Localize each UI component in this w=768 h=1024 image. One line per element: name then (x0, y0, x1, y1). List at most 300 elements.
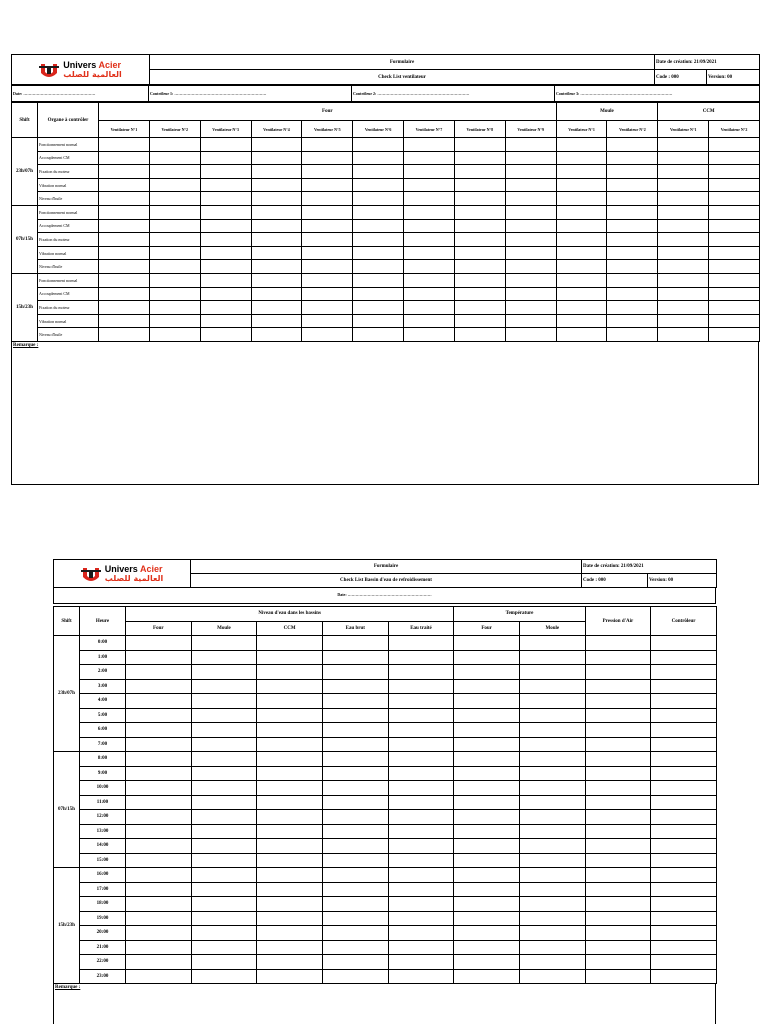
entry-cell[interactable] (322, 694, 388, 709)
check-cell[interactable] (709, 138, 760, 152)
check-cell[interactable] (404, 260, 455, 274)
entry-cell[interactable] (388, 781, 454, 796)
check-cell[interactable] (149, 178, 200, 192)
entry-cell[interactable] (519, 723, 585, 738)
check-cell[interactable] (709, 178, 760, 192)
entry-cell[interactable] (191, 897, 257, 912)
check-cell[interactable] (99, 273, 150, 287)
check-cell[interactable] (99, 192, 150, 206)
check-cell[interactable] (709, 273, 760, 287)
check-cell[interactable] (658, 301, 709, 315)
check-cell[interactable] (353, 314, 404, 328)
check-cell[interactable] (251, 301, 302, 315)
check-cell[interactable] (454, 151, 505, 165)
entry-cell[interactable] (126, 955, 192, 970)
entry-cell[interactable] (651, 723, 717, 738)
check-cell[interactable] (505, 273, 556, 287)
entry-cell[interactable] (454, 781, 520, 796)
entry-cell[interactable] (519, 766, 585, 781)
entry-cell[interactable] (454, 679, 520, 694)
check-cell[interactable] (302, 260, 353, 274)
check-cell[interactable] (200, 165, 251, 179)
entry-cell[interactable] (519, 940, 585, 955)
entry-cell[interactable] (585, 897, 651, 912)
check-cell[interactable] (99, 219, 150, 233)
check-cell[interactable] (658, 273, 709, 287)
check-cell[interactable] (607, 178, 658, 192)
entry-cell[interactable] (257, 853, 323, 868)
check-cell[interactable] (607, 301, 658, 315)
entry-cell[interactable] (519, 795, 585, 810)
entry-cell[interactable] (519, 636, 585, 651)
check-cell[interactable] (556, 246, 607, 260)
check-cell[interactable] (607, 219, 658, 233)
entry-cell[interactable] (322, 679, 388, 694)
entry-cell[interactable] (454, 766, 520, 781)
check-cell[interactable] (556, 205, 607, 219)
entry-cell[interactable] (388, 810, 454, 825)
entry-cell[interactable] (651, 665, 717, 680)
entry-cell[interactable] (191, 665, 257, 680)
check-cell[interactable] (302, 287, 353, 301)
check-cell[interactable] (251, 151, 302, 165)
entry-cell[interactable] (257, 665, 323, 680)
entry-cell[interactable] (257, 882, 323, 897)
check-cell[interactable] (505, 287, 556, 301)
entry-cell[interactable] (519, 897, 585, 912)
check-cell[interactable] (302, 178, 353, 192)
entry-cell[interactable] (651, 940, 717, 955)
check-cell[interactable] (505, 260, 556, 274)
check-cell[interactable] (454, 246, 505, 260)
entry-cell[interactable] (191, 766, 257, 781)
entry-cell[interactable] (126, 882, 192, 897)
entry-cell[interactable] (519, 868, 585, 883)
entry-cell[interactable] (257, 636, 323, 651)
entry-cell[interactable] (454, 911, 520, 926)
check-cell[interactable] (454, 328, 505, 342)
check-cell[interactable] (607, 287, 658, 301)
entry-cell[interactable] (257, 926, 323, 941)
entry-cell[interactable] (257, 940, 323, 955)
entry-cell[interactable] (651, 781, 717, 796)
check-cell[interactable] (556, 233, 607, 247)
check-cell[interactable] (200, 138, 251, 152)
entry-cell[interactable] (585, 708, 651, 723)
entry-cell[interactable] (191, 955, 257, 970)
entry-cell[interactable] (126, 665, 192, 680)
entry-cell[interactable] (519, 781, 585, 796)
entry-cell[interactable] (454, 853, 520, 868)
entry-cell[interactable] (126, 810, 192, 825)
entry-cell[interactable] (454, 882, 520, 897)
entry-cell[interactable] (454, 752, 520, 767)
entry-cell[interactable] (257, 737, 323, 752)
entry-cell[interactable] (519, 650, 585, 665)
check-cell[interactable] (99, 314, 150, 328)
check-cell[interactable] (404, 151, 455, 165)
check-cell[interactable] (454, 205, 505, 219)
entry-cell[interactable] (191, 940, 257, 955)
check-cell[interactable] (658, 260, 709, 274)
check-cell[interactable] (251, 246, 302, 260)
check-cell[interactable] (302, 233, 353, 247)
entry-cell[interactable] (191, 650, 257, 665)
entry-cell[interactable] (519, 839, 585, 854)
entry-cell[interactable] (322, 636, 388, 651)
entry-cell[interactable] (519, 853, 585, 868)
entry-cell[interactable] (519, 882, 585, 897)
check-cell[interactable] (505, 219, 556, 233)
form1-date-field[interactable]: Date: ……………………………………………… (12, 86, 149, 102)
entry-cell[interactable] (454, 926, 520, 941)
check-cell[interactable] (200, 192, 251, 206)
entry-cell[interactable] (519, 752, 585, 767)
check-cell[interactable] (658, 192, 709, 206)
check-cell[interactable] (200, 301, 251, 315)
entry-cell[interactable] (191, 781, 257, 796)
entry-cell[interactable] (651, 853, 717, 868)
entry-cell[interactable] (388, 882, 454, 897)
entry-cell[interactable] (257, 679, 323, 694)
check-cell[interactable] (353, 205, 404, 219)
entry-cell[interactable] (388, 723, 454, 738)
check-cell[interactable] (251, 328, 302, 342)
entry-cell[interactable] (585, 926, 651, 941)
entry-cell[interactable] (585, 752, 651, 767)
check-cell[interactable] (200, 246, 251, 260)
entry-cell[interactable] (519, 911, 585, 926)
check-cell[interactable] (658, 178, 709, 192)
check-cell[interactable] (302, 314, 353, 328)
entry-cell[interactable] (585, 679, 651, 694)
check-cell[interactable] (99, 165, 150, 179)
check-cell[interactable] (709, 233, 760, 247)
entry-cell[interactable] (585, 911, 651, 926)
entry-cell[interactable] (519, 679, 585, 694)
entry-cell[interactable] (519, 737, 585, 752)
entry-cell[interactable] (388, 752, 454, 767)
check-cell[interactable] (658, 138, 709, 152)
entry-cell[interactable] (191, 911, 257, 926)
check-cell[interactable] (251, 205, 302, 219)
check-cell[interactable] (454, 260, 505, 274)
check-cell[interactable] (302, 328, 353, 342)
check-cell[interactable] (404, 246, 455, 260)
entry-cell[interactable] (191, 969, 257, 984)
entry-cell[interactable] (126, 839, 192, 854)
entry-cell[interactable] (585, 853, 651, 868)
entry-cell[interactable] (585, 694, 651, 709)
check-cell[interactable] (556, 178, 607, 192)
entry-cell[interactable] (257, 911, 323, 926)
check-cell[interactable] (709, 165, 760, 179)
check-cell[interactable] (607, 260, 658, 274)
check-cell[interactable] (505, 246, 556, 260)
check-cell[interactable] (200, 178, 251, 192)
check-cell[interactable] (505, 138, 556, 152)
check-cell[interactable] (99, 178, 150, 192)
check-cell[interactable] (556, 165, 607, 179)
entry-cell[interactable] (126, 824, 192, 839)
check-cell[interactable] (99, 138, 150, 152)
entry-cell[interactable] (126, 766, 192, 781)
entry-cell[interactable] (585, 795, 651, 810)
entry-cell[interactable] (585, 650, 651, 665)
check-cell[interactable] (404, 165, 455, 179)
entry-cell[interactable] (388, 694, 454, 709)
entry-cell[interactable] (191, 824, 257, 839)
entry-cell[interactable] (126, 723, 192, 738)
entry-cell[interactable] (257, 694, 323, 709)
check-cell[interactable] (200, 314, 251, 328)
check-cell[interactable] (709, 205, 760, 219)
check-cell[interactable] (454, 192, 505, 206)
entry-cell[interactable] (191, 636, 257, 651)
entry-cell[interactable] (651, 795, 717, 810)
entry-cell[interactable] (191, 926, 257, 941)
check-cell[interactable] (353, 178, 404, 192)
entry-cell[interactable] (651, 955, 717, 970)
entry-cell[interactable] (126, 969, 192, 984)
entry-cell[interactable] (257, 766, 323, 781)
check-cell[interactable] (404, 138, 455, 152)
entry-cell[interactable] (585, 940, 651, 955)
check-cell[interactable] (149, 301, 200, 315)
entry-cell[interactable] (126, 853, 192, 868)
check-cell[interactable] (709, 328, 760, 342)
check-cell[interactable] (556, 151, 607, 165)
check-cell[interactable] (607, 233, 658, 247)
entry-cell[interactable] (519, 824, 585, 839)
entry-cell[interactable] (519, 810, 585, 825)
check-cell[interactable] (302, 301, 353, 315)
entry-cell[interactable] (585, 781, 651, 796)
entry-cell[interactable] (257, 868, 323, 883)
entry-cell[interactable] (651, 839, 717, 854)
check-cell[interactable] (353, 246, 404, 260)
entry-cell[interactable] (191, 853, 257, 868)
entry-cell[interactable] (322, 752, 388, 767)
entry-cell[interactable] (322, 824, 388, 839)
entry-cell[interactable] (126, 708, 192, 723)
check-cell[interactable] (454, 314, 505, 328)
check-cell[interactable] (149, 205, 200, 219)
check-cell[interactable] (251, 273, 302, 287)
entry-cell[interactable] (585, 824, 651, 839)
check-cell[interactable] (251, 178, 302, 192)
entry-cell[interactable] (322, 781, 388, 796)
check-cell[interactable] (302, 273, 353, 287)
check-cell[interactable] (149, 260, 200, 274)
entry-cell[interactable] (257, 969, 323, 984)
entry-cell[interactable] (585, 723, 651, 738)
entry-cell[interactable] (322, 737, 388, 752)
entry-cell[interactable] (651, 969, 717, 984)
check-cell[interactable] (709, 246, 760, 260)
check-cell[interactable] (658, 246, 709, 260)
entry-cell[interactable] (126, 911, 192, 926)
entry-cell[interactable] (651, 868, 717, 883)
entry-cell[interactable] (585, 839, 651, 854)
entry-cell[interactable] (388, 926, 454, 941)
entry-cell[interactable] (519, 955, 585, 970)
entry-cell[interactable] (191, 694, 257, 709)
entry-cell[interactable] (191, 679, 257, 694)
entry-cell[interactable] (191, 708, 257, 723)
form1-controleur-1-field[interactable]: Contrôleur 1: …………………………………………………………… (149, 86, 352, 102)
entry-cell[interactable] (322, 708, 388, 723)
check-cell[interactable] (302, 219, 353, 233)
entry-cell[interactable] (388, 636, 454, 651)
entry-cell[interactable] (454, 694, 520, 709)
check-cell[interactable] (505, 151, 556, 165)
check-cell[interactable] (353, 273, 404, 287)
entry-cell[interactable] (585, 737, 651, 752)
entry-cell[interactable] (388, 853, 454, 868)
entry-cell[interactable] (322, 868, 388, 883)
entry-cell[interactable] (126, 940, 192, 955)
check-cell[interactable] (505, 192, 556, 206)
check-cell[interactable] (200, 151, 251, 165)
check-cell[interactable] (302, 165, 353, 179)
entry-cell[interactable] (651, 911, 717, 926)
entry-cell[interactable] (454, 795, 520, 810)
check-cell[interactable] (302, 192, 353, 206)
entry-cell[interactable] (126, 679, 192, 694)
check-cell[interactable] (658, 233, 709, 247)
entry-cell[interactable] (126, 926, 192, 941)
entry-cell[interactable] (388, 940, 454, 955)
entry-cell[interactable] (585, 955, 651, 970)
entry-cell[interactable] (322, 897, 388, 912)
check-cell[interactable] (454, 273, 505, 287)
check-cell[interactable] (251, 233, 302, 247)
entry-cell[interactable] (388, 839, 454, 854)
check-cell[interactable] (200, 273, 251, 287)
entry-cell[interactable] (585, 636, 651, 651)
entry-cell[interactable] (454, 940, 520, 955)
check-cell[interactable] (251, 165, 302, 179)
check-cell[interactable] (658, 165, 709, 179)
check-cell[interactable] (658, 287, 709, 301)
check-cell[interactable] (404, 273, 455, 287)
check-cell[interactable] (556, 301, 607, 315)
check-cell[interactable] (404, 301, 455, 315)
check-cell[interactable] (353, 260, 404, 274)
check-cell[interactable] (709, 260, 760, 274)
entry-cell[interactable] (651, 766, 717, 781)
check-cell[interactable] (99, 260, 150, 274)
entry-cell[interactable] (257, 723, 323, 738)
check-cell[interactable] (658, 314, 709, 328)
check-cell[interactable] (607, 246, 658, 260)
check-cell[interactable] (251, 314, 302, 328)
check-cell[interactable] (607, 165, 658, 179)
entry-cell[interactable] (388, 665, 454, 680)
check-cell[interactable] (251, 192, 302, 206)
check-cell[interactable] (454, 301, 505, 315)
entry-cell[interactable] (651, 752, 717, 767)
entry-cell[interactable] (257, 824, 323, 839)
entry-cell[interactable] (585, 868, 651, 883)
check-cell[interactable] (658, 328, 709, 342)
check-cell[interactable] (556, 273, 607, 287)
entry-cell[interactable] (454, 708, 520, 723)
entry-cell[interactable] (388, 955, 454, 970)
check-cell[interactable] (353, 138, 404, 152)
entry-cell[interactable] (257, 650, 323, 665)
check-cell[interactable] (99, 328, 150, 342)
entry-cell[interactable] (322, 665, 388, 680)
check-cell[interactable] (607, 138, 658, 152)
entry-cell[interactable] (585, 665, 651, 680)
form1-controleur-3-field[interactable]: Contrôleur 3: …………………………………………………………… (555, 86, 760, 102)
check-cell[interactable] (99, 151, 150, 165)
entry-cell[interactable] (454, 839, 520, 854)
entry-cell[interactable] (322, 911, 388, 926)
check-cell[interactable] (505, 178, 556, 192)
check-cell[interactable] (556, 192, 607, 206)
check-cell[interactable] (505, 314, 556, 328)
entry-cell[interactable] (388, 969, 454, 984)
check-cell[interactable] (200, 260, 251, 274)
entry-cell[interactable] (191, 868, 257, 883)
entry-cell[interactable] (126, 650, 192, 665)
entry-cell[interactable] (322, 853, 388, 868)
check-cell[interactable] (302, 138, 353, 152)
entry-cell[interactable] (519, 694, 585, 709)
check-cell[interactable] (505, 165, 556, 179)
check-cell[interactable] (149, 219, 200, 233)
entry-cell[interactable] (651, 737, 717, 752)
check-cell[interactable] (505, 328, 556, 342)
check-cell[interactable] (200, 233, 251, 247)
entry-cell[interactable] (322, 955, 388, 970)
entry-cell[interactable] (322, 940, 388, 955)
entry-cell[interactable] (322, 795, 388, 810)
entry-cell[interactable] (388, 795, 454, 810)
check-cell[interactable] (556, 138, 607, 152)
entry-cell[interactable] (126, 781, 192, 796)
entry-cell[interactable] (257, 795, 323, 810)
entry-cell[interactable] (585, 766, 651, 781)
entry-cell[interactable] (651, 897, 717, 912)
check-cell[interactable] (149, 246, 200, 260)
check-cell[interactable] (251, 260, 302, 274)
check-cell[interactable] (556, 260, 607, 274)
check-cell[interactable] (454, 178, 505, 192)
entry-cell[interactable] (651, 650, 717, 665)
entry-cell[interactable] (454, 636, 520, 651)
entry-cell[interactable] (454, 824, 520, 839)
form1-controleur-2-field[interactable]: Contrôleur 2: …………………………………………………………… (352, 86, 555, 102)
check-cell[interactable] (149, 314, 200, 328)
check-cell[interactable] (404, 314, 455, 328)
entry-cell[interactable] (651, 926, 717, 941)
entry-cell[interactable] (585, 969, 651, 984)
entry-cell[interactable] (454, 969, 520, 984)
entry-cell[interactable] (388, 868, 454, 883)
entry-cell[interactable] (191, 723, 257, 738)
check-cell[interactable] (404, 287, 455, 301)
check-cell[interactable] (353, 233, 404, 247)
check-cell[interactable] (251, 138, 302, 152)
entry-cell[interactable] (126, 897, 192, 912)
entry-cell[interactable] (257, 897, 323, 912)
check-cell[interactable] (556, 314, 607, 328)
entry-cell[interactable] (388, 824, 454, 839)
